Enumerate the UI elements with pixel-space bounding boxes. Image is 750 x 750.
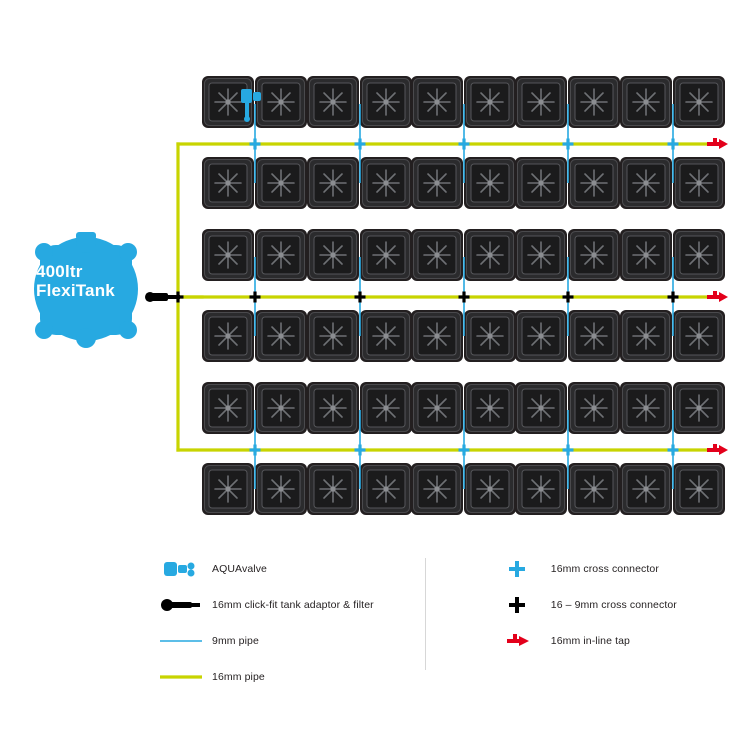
legend-item-inline-tap <box>489 632 710 650</box>
tank-adaptor-icon <box>150 596 212 614</box>
legend-item-tank-adaptor <box>150 596 374 614</box>
legend-item-cross-connector-16-9mm <box>489 596 710 614</box>
legend-column-left <box>150 560 374 686</box>
legend-label: 16mm click-fit tank adaptor & filter <box>212 599 374 611</box>
tank-name: FlexiTank <box>36 281 115 300</box>
legend-item-aquavalve <box>150 560 374 578</box>
legend-label: 16mm pipe <box>212 671 265 683</box>
legend-item-cross-connector-16mm <box>489 560 710 578</box>
legend-label: 16mm in-line tap <box>550 635 630 647</box>
cross-connector-16-9mm-icon <box>489 596 551 614</box>
legend-item-9mm-pipe <box>150 632 374 650</box>
tank-capacity: 400ltr <box>36 262 83 281</box>
legend-label: 9mm pipe <box>212 635 259 647</box>
legend-item-16mm-pipe <box>150 668 374 686</box>
cross-connector-16mm-icon <box>489 560 551 578</box>
legend-label: 16 – 9mm cross connector <box>550 599 677 611</box>
legend <box>150 560 710 686</box>
legend-label: AQUAvalve <box>212 563 267 575</box>
pipe-9mm-icon <box>150 632 212 650</box>
legend-label: 16mm cross connector <box>550 563 659 575</box>
legend-column-right <box>489 560 710 686</box>
flexitank-graphic <box>34 232 138 348</box>
aquavalve-icon <box>150 560 212 578</box>
pipe-16mm-icon <box>150 668 212 686</box>
inline-tap-icon <box>489 632 551 650</box>
tank-adaptor-icon <box>145 292 180 302</box>
